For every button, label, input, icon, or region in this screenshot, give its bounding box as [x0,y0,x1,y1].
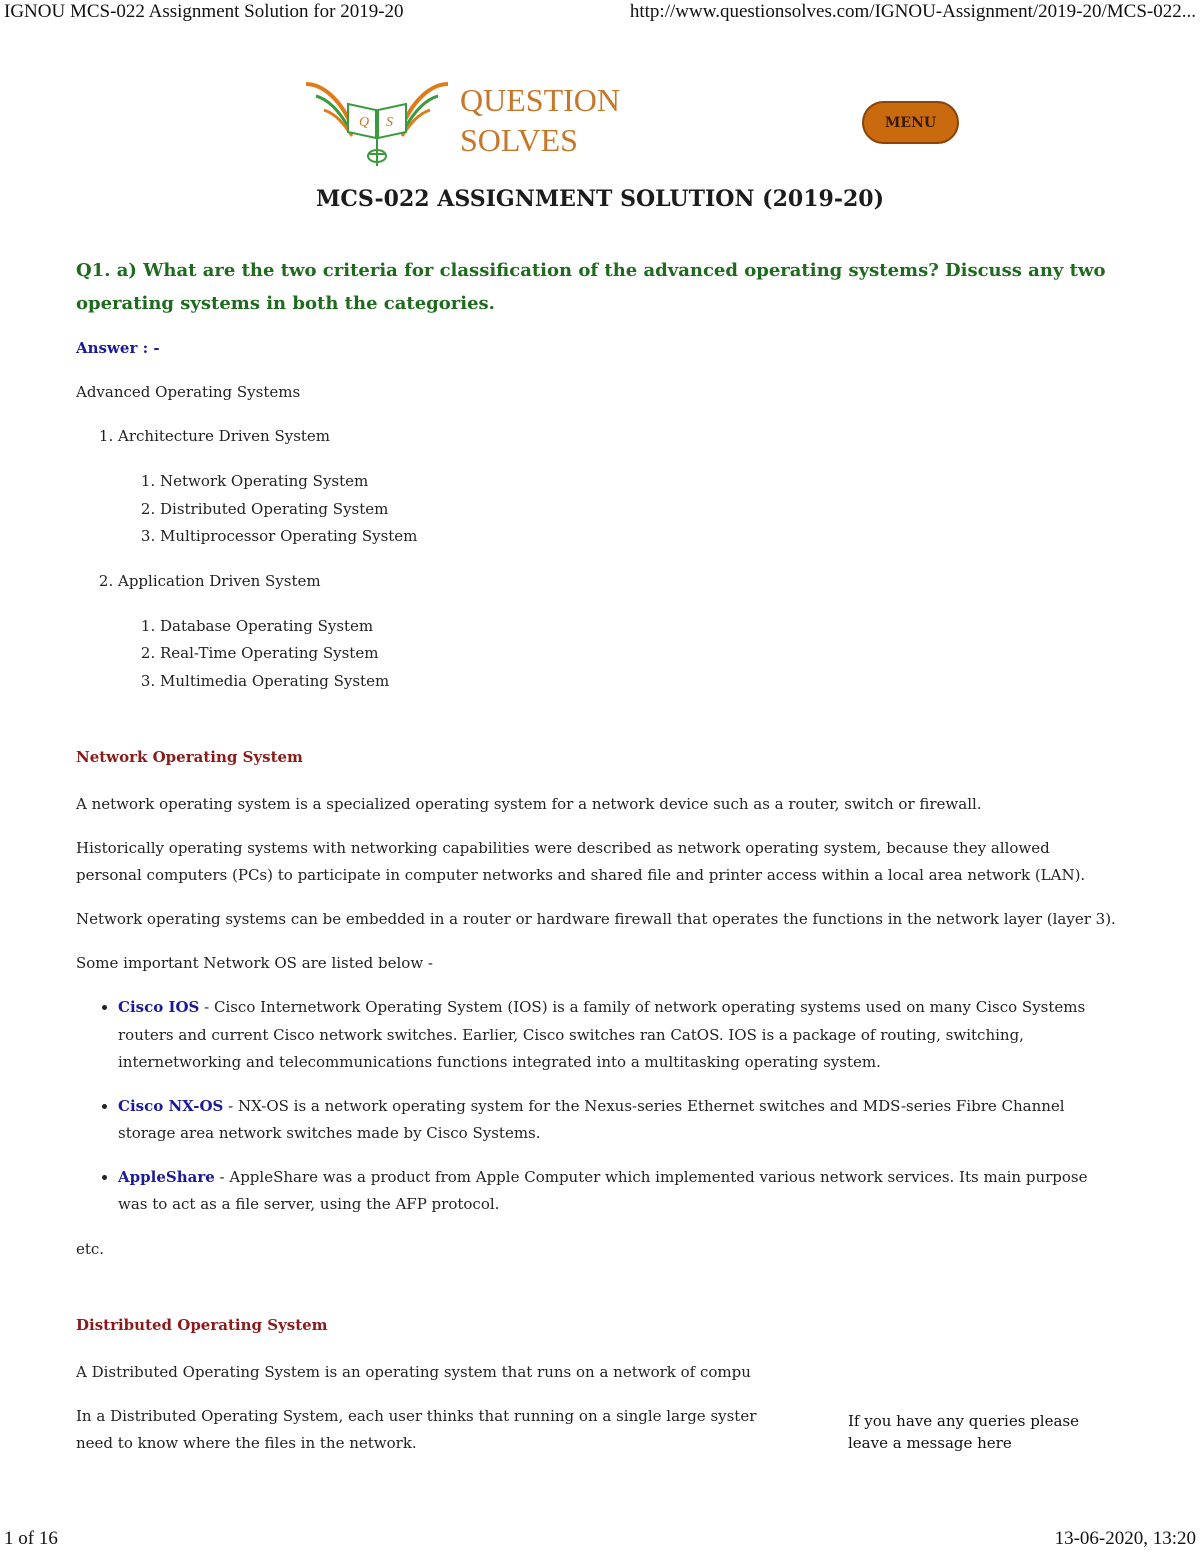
print-footer [4,1528,1196,1550]
term-description: - AppleShare was a product from Apple Computer which implemented various network services. Its main purpose was to act as a file server, using the AFP protocol. [118,1167,1088,1213]
list-item: 2. Real-Time Operating System [160,640,1116,668]
paragraph: A Distributed Operating System is an operating system that runs on a network of compu [76,1362,751,1381]
menu-button[interactable]: MENU [862,101,959,144]
list-item: 3. Multiprocessor Operating System [160,523,1116,551]
question-heading: Q1. a) What are the two criteria for classification of the advanced operating systems? Discuss any two operating systems in both the categories. [76,260,1106,314]
page-number: 1 of 16 [4,1528,58,1549]
article-content [76,254,1116,1457]
paragraph: Historically operating systems with networking capabilities were described as network operating system, because they allowed personal computers (PCs) to participate in computer networks and shared file and printer access within a local area network (LAN). [76,839,1086,884]
term-cisco-nx-os: Cisco NX-OS [118,1096,224,1115]
list-item: 2. Distributed Operating System [160,496,1116,524]
logo-line-2: SOLVES [460,122,578,158]
list-item [118,1164,1116,1219]
paragraph: Network operating systems can be embedded in a router or hardware firewall that operates the functions in the network layer (layer 3). [76,910,1116,928]
category-label: Architecture Driven System [118,427,331,445]
list-item: 1. Database Operating System [160,613,1116,641]
category-item [118,423,1116,551]
book-logo-icon [302,74,452,174]
intro-text: Advanced Operating Systems [76,383,301,401]
network-os-examples [76,994,1116,1219]
category-list [76,423,1116,695]
svg-text:Q: Q [359,115,370,130]
logo-text [460,80,620,160]
section-heading-distributed-os: Distributed Operating System [76,1315,328,1334]
paragraph-line: need to know where the files in the network. [76,1433,417,1452]
paragraph: A network operating system is a specialized operating system for a network device such as a router, switch or firewall. [76,795,982,813]
print-header-url: http://www.questionsolves.com/IGNOU-Assignment/2019-20/MCS-022... [629,1,1196,22]
chat-widget[interactable]: If you have any queries please leave a message here [848,1412,1079,1452]
list-item [118,994,1116,1077]
subcategory-list [118,613,1116,696]
category-label: Application Driven System [118,571,321,590]
svg-text:S: S [386,115,393,130]
site-logo[interactable] [302,74,642,174]
section-heading-network-os: Network Operating System [76,748,303,766]
answer-label: Answer : - [76,339,160,357]
list-item: 1. Network Operating System [160,468,1116,496]
paragraph-line: In a Distributed Operating System, each user thinks that running on a single large syster [76,1406,757,1425]
print-header [4,1,1196,23]
logo-line-1: QUESTION [460,82,620,118]
subcategory-list [118,468,1116,551]
etc-text: etc. [76,1239,105,1258]
page-title: MCS-022 ASSIGNMENT SOLUTION (2019-20) [316,186,884,212]
term-cisco-ios: Cisco IOS [118,998,200,1016]
category-item [118,568,1116,696]
term-appleshare: AppleShare [118,1167,215,1186]
term-description: - Cisco Internetwork Operating System (IOS) is a family of network operating systems used on many Cisco Systems routers and current Cisco network switches. Earlier, Cisco switches ran CatOS. IOS is a package of routing, switching, internetworking and telecommunications functions integrated into a multitasking operating system. [118,998,1086,1071]
list-item [118,1093,1116,1148]
print-datetime: 13-06-2020, 13:20 [1054,1528,1196,1549]
list-item: 3. Multimedia Operating System [160,668,1116,696]
term-description: - NX-OS is a network operating system for the Nexus-series Ethernet switches and MDS-series Fibre Channel storage area network switches made by Cisco Systems. [118,1096,1065,1142]
print-header-title: IGNOU MCS-022 Assignment Solution for 2019-20 [4,1,404,22]
paragraph: Some important Network OS are listed below - [76,954,434,972]
